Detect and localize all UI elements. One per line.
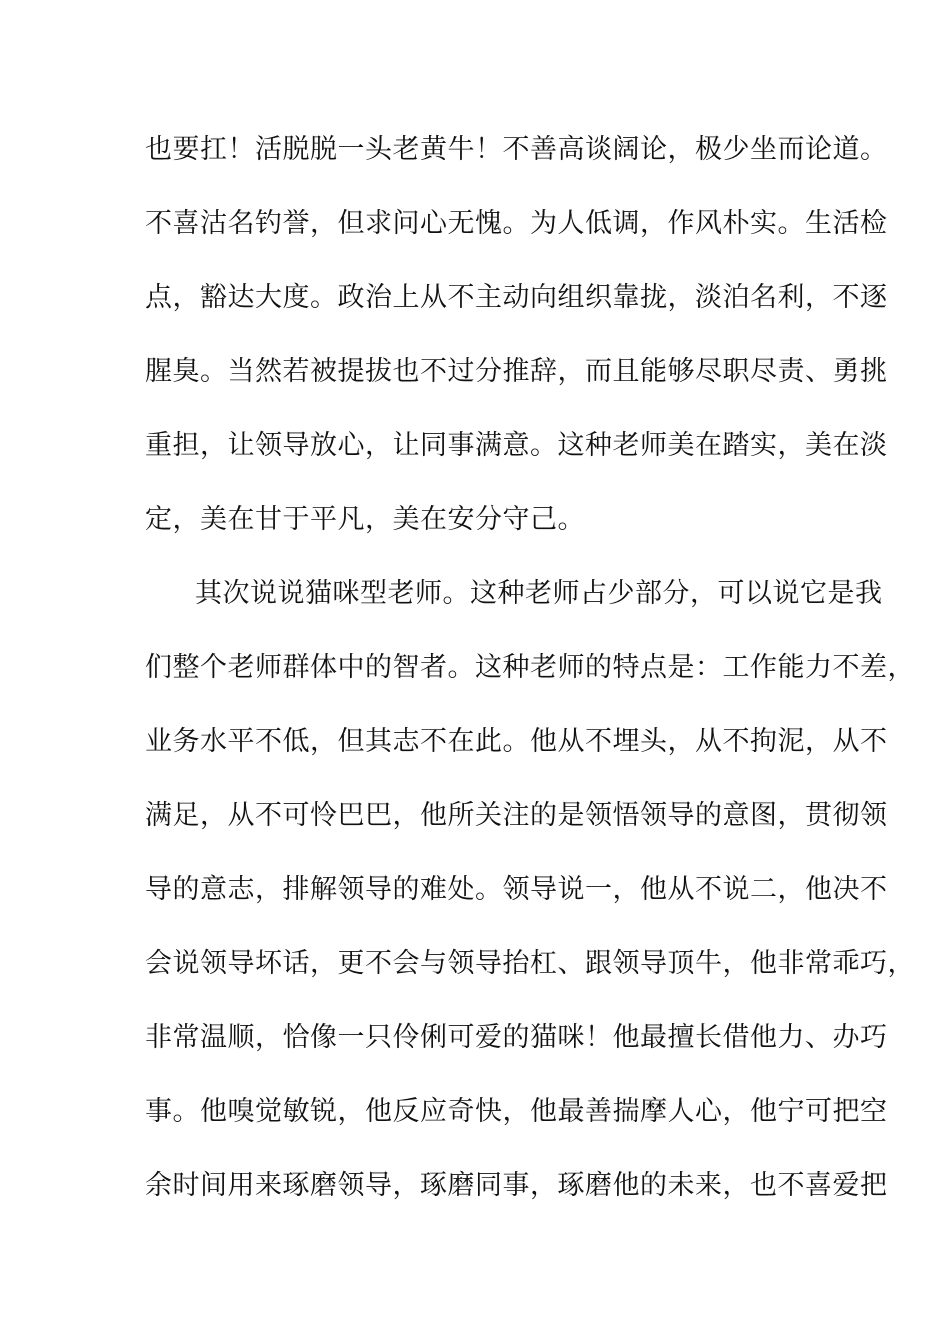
text-line-5: 重担，让领导放心，让同事满意。这种老师美在踏实，美在淡 bbox=[145, 430, 888, 461]
text-line-13: 非常温顺，恰像一只伶俐可爱的猫咪！他最擅长借他力、办巧 bbox=[145, 1022, 888, 1053]
text-line-11: 导的意志，排解领导的难处。领导说一，他从不说二，他决不 bbox=[145, 874, 888, 905]
document-body bbox=[145, 130, 915, 1240]
text-line-4: 腥臭。当然若被提拔也不过分推辞，而且能够尽职尽责、勇挑 bbox=[145, 356, 888, 387]
text-line-8: 们整个老师群体中的智者。这种老师的特点是：工作能力不差， bbox=[145, 652, 915, 683]
text-line-9: 业务水平不低，但其志不在此。他从不埋头，从不拘泥，从不 bbox=[145, 726, 888, 757]
text-line-1: 也要扛！活脱脱一头老黄牛！不善高谈阔论，极少坐而论道。 bbox=[145, 134, 888, 165]
text-line-2: 不喜沽名钓誉，但求问心无愧。为人低调，作风朴实。生活检 bbox=[145, 208, 888, 239]
text-line-10: 满足，从不可怜巴巴，他所关注的是领悟领导的意图，贯彻领 bbox=[145, 800, 888, 831]
text-line-12: 会说领导坏话，更不会与领导抬杠、跟领导顶牛，他非常乖巧， bbox=[145, 948, 915, 979]
text-line-14: 事。他嗅觉敏锐，他反应奇快，他最善揣摩人心，他宁可把空 bbox=[145, 1096, 888, 1127]
text-line-15: 余时间用来琢磨领导，琢磨同事，琢磨他的未来，也不喜爱把 bbox=[145, 1170, 888, 1201]
text-line-7: 其次说说猫咪型老师。这种老师占少部分，可以说它是我 bbox=[195, 578, 883, 609]
text-line-3: 点，豁达大度。政治上从不主动向组织靠拢，淡泊名利，不逐 bbox=[145, 282, 888, 313]
text-line-6: 定，美在甘于平凡，美在安分守己。 bbox=[145, 504, 585, 535]
